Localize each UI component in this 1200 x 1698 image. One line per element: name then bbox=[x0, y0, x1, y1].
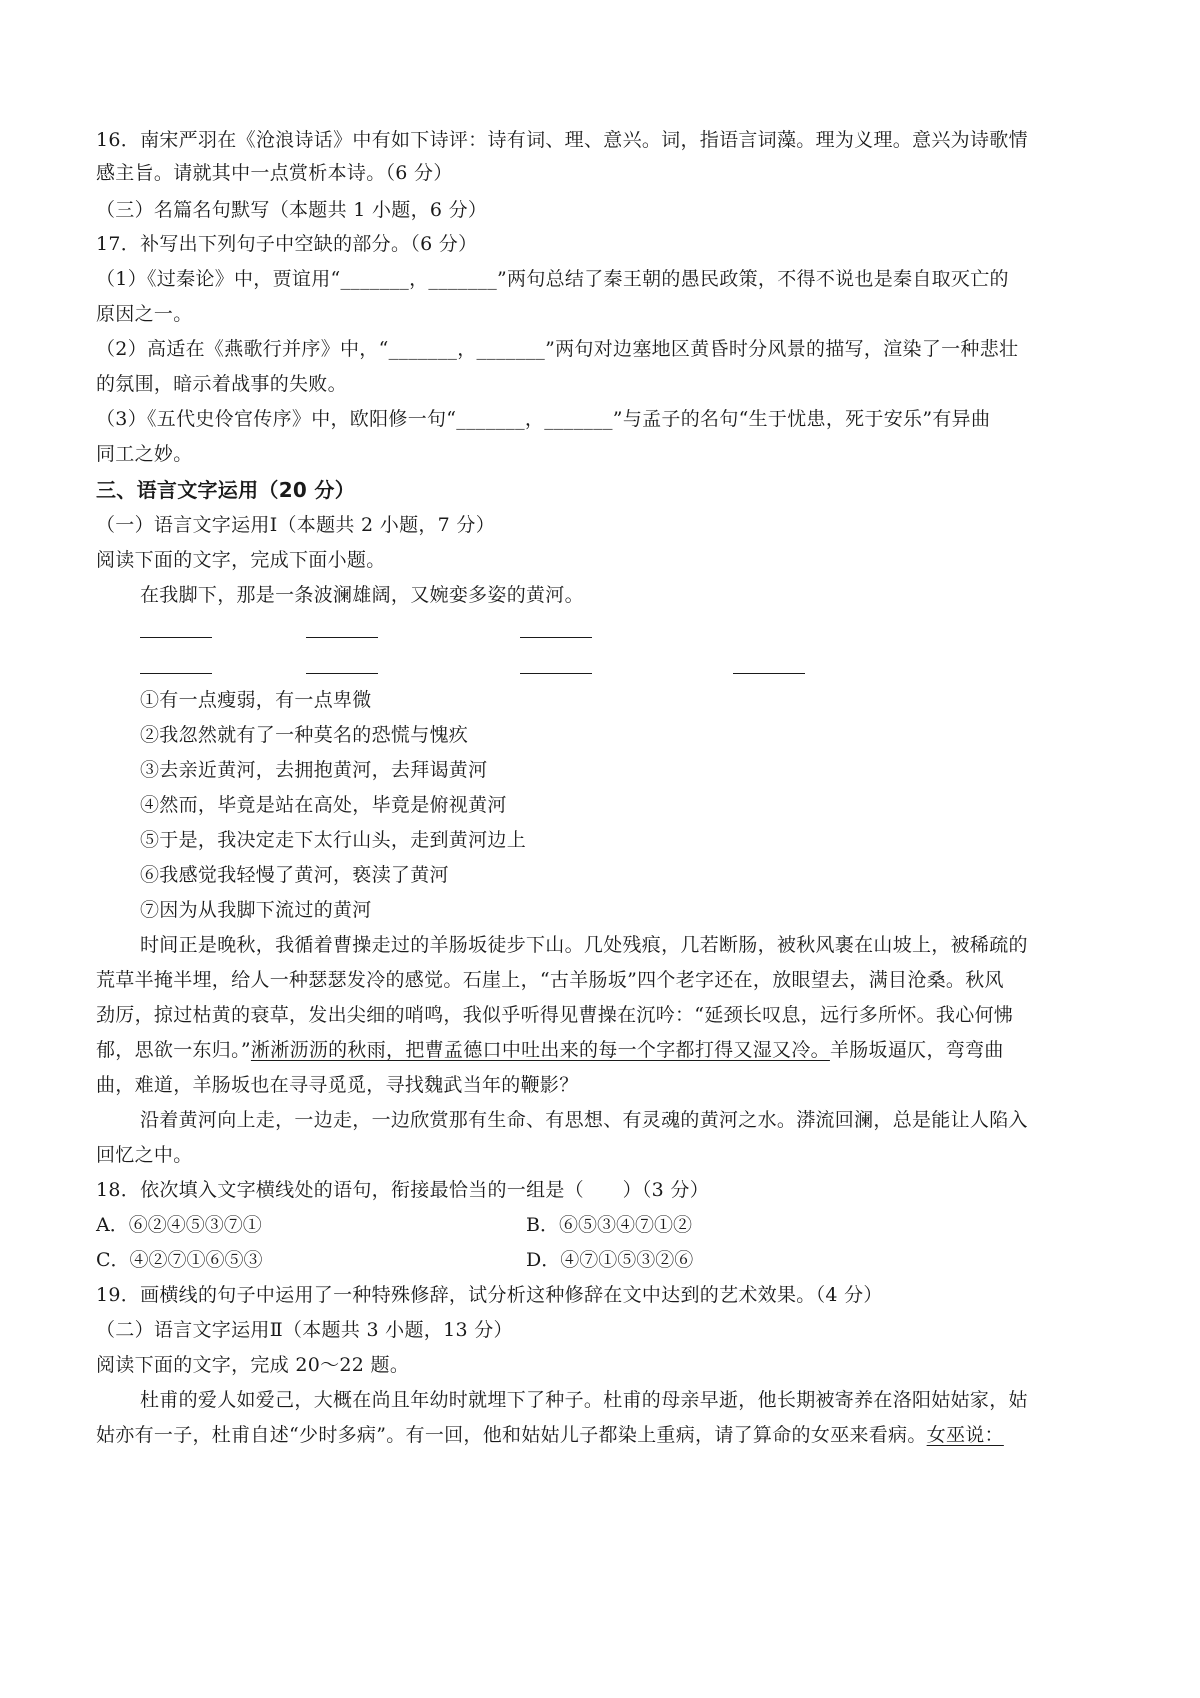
passage-paragraph-2-line-2: 荒草半掩半埋，给人一种瑟瑟发冷的感觉。石崖上，“古羊肠坂”四个老字还在，放眼望去，满目沧桑。秋风 bbox=[96, 969, 1004, 991]
passage-paragraph-3-line-2: 回忆之中。 bbox=[96, 1144, 193, 1166]
q17-1-line-1: （1）《过秦论》中，贾谊用“_______，_______”两句总结了秦王朝的愚民政策，不得不说也是秦自取灭亡的 bbox=[96, 268, 1009, 290]
blank-line bbox=[306, 673, 378, 674]
q18-choice-a: A．⑥②④⑤③⑦① bbox=[96, 1214, 262, 1236]
q16-line-2: 感主旨。请就其中一点赏析本诗。（6 分） bbox=[96, 162, 453, 184]
passage-2-line-1: 杜甫的爱人如爱己，大概在尚且年幼时就埋下了种子。杜甫的母亲早逝，他长期被寄养在洛阳姑姑家，姑 bbox=[140, 1389, 1028, 1411]
passage-paragraph-2-line-5: 曲，难道，羊肠坂也在寻寻觅觅，寻找魏武当年的鞭影？ bbox=[96, 1074, 579, 1096]
blank-line bbox=[306, 637, 378, 638]
underlined-phrase: 女巫说： bbox=[926, 1424, 1004, 1446]
passage-paragraph-3-line-1: 沿着黄河向上走，一边走，一边欣赏那有生命、有思想、有灵魂的黄河之水。漭流回澜，总是能让人陷入 bbox=[140, 1109, 1028, 1131]
sub-section-1-header: （一）语言文字运用Ⅰ（本题共 2 小题，7 分） bbox=[96, 514, 496, 536]
part3-recitation-header: （三）名篇名句默写（本题共 1 小题，6 分） bbox=[96, 199, 488, 221]
q17-1-line-2: 原因之一。 bbox=[96, 303, 193, 325]
q18-choice-c: C．④②⑦①⑥⑤③ bbox=[96, 1249, 263, 1271]
q17-stem: 17．补写出下列句子中空缺的部分。（6 分） bbox=[96, 233, 478, 255]
passage-opening: 在我脚下，那是一条波澜雄阔，又婉娈多姿的黄河。 bbox=[140, 584, 584, 606]
q19-stem: 19．画横线的句子中运用了一种特殊修辞，试分析这种修辞在文中达到的艺术效果。（4 分） bbox=[96, 1284, 883, 1306]
q17-3-line-2: 同工之妙。 bbox=[96, 443, 193, 465]
q17-2-line-2: 的氛围，暗示着战事的失败。 bbox=[96, 373, 347, 395]
sentence-option-5: ⑤于是，我决定走下太行山头，走到黄河边上 bbox=[140, 829, 527, 851]
sub-section-2-header: （二）语言文字运用Ⅱ（本题共 3 小题，13 分） bbox=[96, 1319, 513, 1341]
passage-paragraph-2-line-3: 劲厉，掠过枯黄的衰草，发出尖细的哨鸣，我似乎听得见曹操在沉吟：“延颈长叹息，远行多所怀。我心何怫 bbox=[96, 1004, 1014, 1026]
reading-instruction-1: 阅读下面的文字，完成下面小题。 bbox=[96, 549, 386, 571]
reading-instruction-2: 阅读下面的文字，完成 20～22 题。 bbox=[96, 1354, 410, 1376]
blank-line bbox=[140, 673, 212, 674]
passage-paragraph-2-line-1: 时间正是晚秋，我循着曹操走过的羊肠坂徒步下山。几处残痕，几若断肠，被秋风裹在山坡上，被稀疏的 bbox=[140, 934, 1028, 956]
q17-3-line-1: （3）《五代史伶官传序》中，欧阳修一句“_______，_______”与孟子的名句“生于忧患，死于安乐”有异曲 bbox=[96, 408, 991, 430]
q18-stem: 18．依次填入文字横线处的语句，衔接最恰当的一组是（ ）（3 分） bbox=[96, 1179, 710, 1201]
text-plain: 羊肠坂逼仄，弯弯曲 bbox=[829, 1039, 1004, 1061]
section-3-title: 三、语言文字运用（20 分） bbox=[96, 478, 355, 502]
sentence-option-4: ④然而，毕竟是站在高处，毕竟是俯视黄河 bbox=[140, 794, 507, 816]
passage-2-line-2 bbox=[96, 1422, 1111, 1448]
q18-choice-d: D．④⑦①⑤③②⑥ bbox=[526, 1249, 694, 1271]
text-plain: 郁，思欲一东归。” bbox=[96, 1039, 251, 1061]
sentence-option-2: ②我忽然就有了一种莫名的恐慌与愧疚 bbox=[140, 724, 469, 746]
text-plain: 姑亦有一子，杜甫自述“少时多病”。有一回，他和姑姑儿子都染上重病，请了算命的女巫来看病。 bbox=[96, 1424, 927, 1446]
blank-line bbox=[520, 637, 592, 638]
sentence-option-6: ⑥我感觉我轻慢了黄河，亵渎了黄河 bbox=[140, 864, 449, 886]
q18-choice-b: B．⑥⑤③④⑦①② bbox=[526, 1214, 692, 1236]
q17-2-line-1: （2）高适在《燕歌行并序》中，“_______，_______”两句对边塞地区黄昏时分风景的描写，渲染了一种悲壮 bbox=[96, 338, 1019, 360]
sentence-option-7: ⑦因为从我脚下流过的黄河 bbox=[140, 899, 372, 921]
blank-line bbox=[140, 637, 212, 638]
passage-paragraph-2-line-4 bbox=[96, 1037, 1111, 1063]
blank-line bbox=[520, 673, 592, 674]
q16-line-1: 16．南宋严羽在《沧浪诗话》中有如下诗评：诗有词、理、意兴。词，指语言词藻。理为义理。意兴为诗歌情 bbox=[96, 129, 1028, 151]
sentence-option-3: ③去亲近黄河，去拥抱黄河，去拜谒黄河 bbox=[140, 759, 488, 781]
blank-line bbox=[733, 673, 805, 674]
underlined-sentence: 淅淅沥沥的秋雨，把曹孟德口中吐出来的每一个字都打得又湿又冷。 bbox=[250, 1039, 830, 1061]
sentence-option-1: ①有一点瘦弱，有一点卑微 bbox=[140, 689, 372, 711]
